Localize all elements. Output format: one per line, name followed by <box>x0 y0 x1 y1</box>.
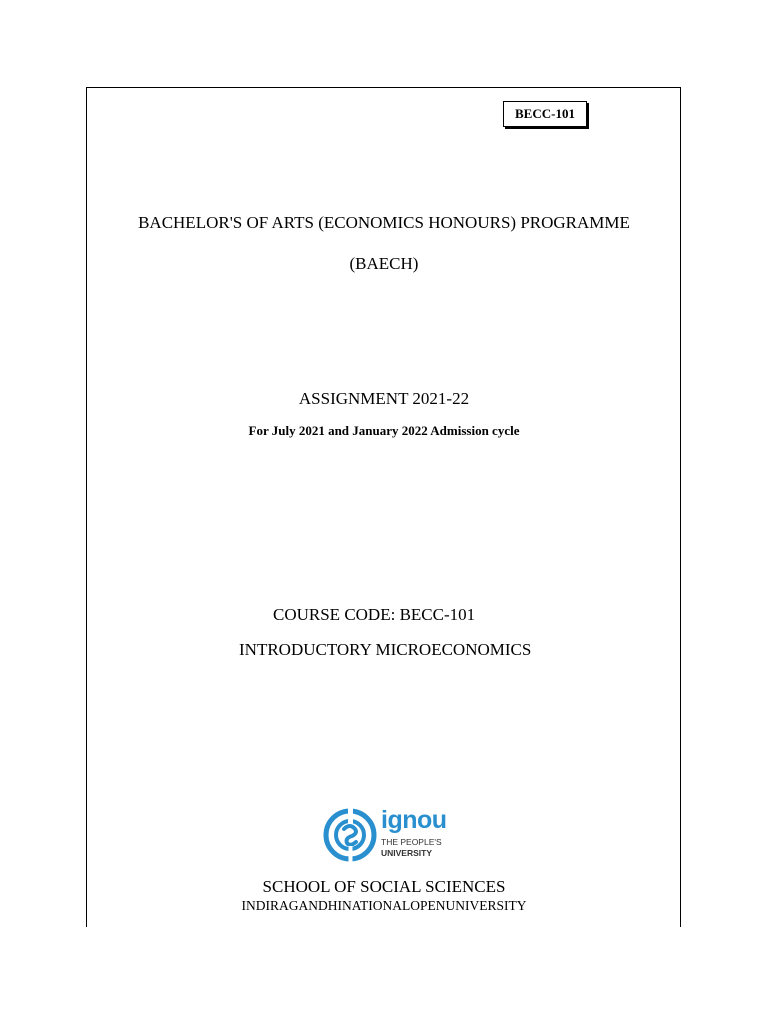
logo-tagline-university: UNIVERSITY <box>381 848 433 858</box>
ignou-logo <box>322 808 448 862</box>
school-name: SCHOOL OF SOCIAL SCIENCES <box>262 877 506 896</box>
university-name: INDIRAGANDHINATIONALOPENUNIVERSITY <box>241 898 527 913</box>
logo-wordmark: ignou <box>381 806 447 834</box>
programme-abbreviation: (BAECH) <box>349 254 419 273</box>
course-code-badge: BECC-101 <box>503 101 587 127</box>
course-name: INTRODUCTORY MICROECONOMICS <box>239 640 532 659</box>
course-code: COURSE CODE: BECC-101 <box>273 605 476 624</box>
ignou-logo-icon <box>322 808 378 862</box>
logo-tagline: THE PEOPLE'S <box>381 837 442 847</box>
programme-title: BACHELOR'S OF ARTS (ECONOMICS HONOURS) PROGRAMME <box>138 213 630 232</box>
admission-cycle: For July 2021 and January 2022 Admission cycle <box>248 423 520 438</box>
assignment-title: ASSIGNMENT 2021-22 <box>298 389 470 408</box>
